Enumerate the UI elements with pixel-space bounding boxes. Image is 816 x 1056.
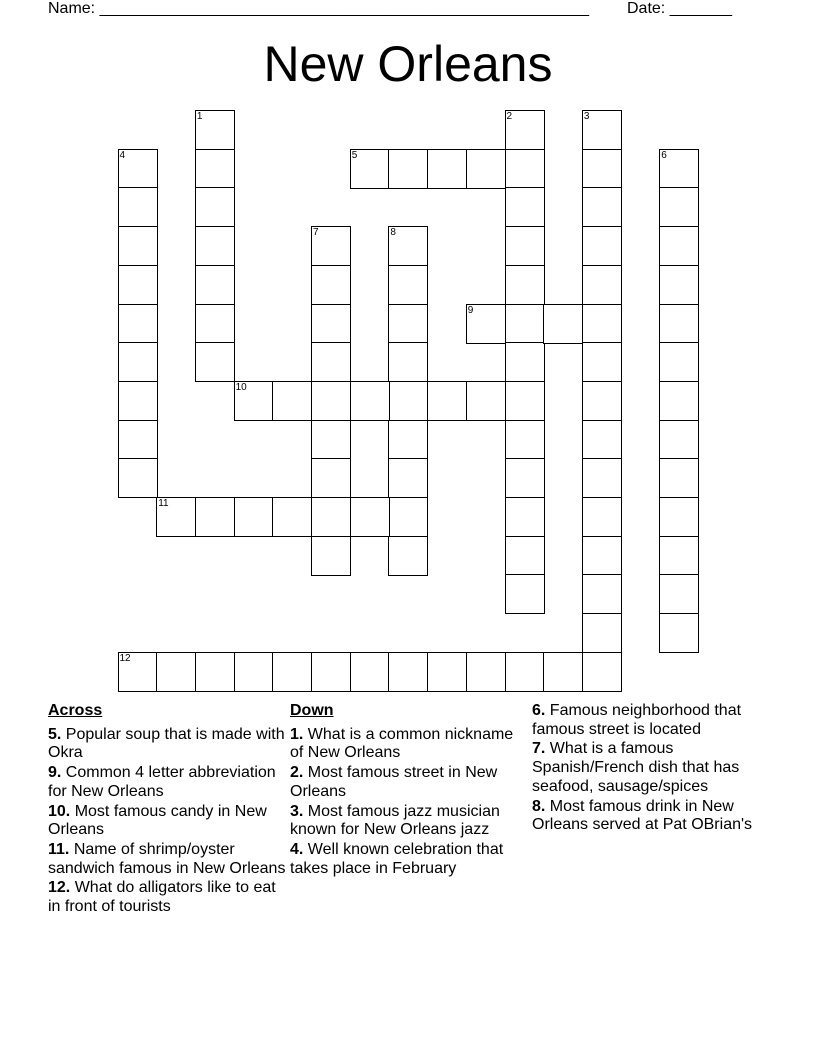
grid-cell[interactable] (195, 652, 235, 692)
clue-number: 1 (196, 111, 203, 122)
grid-cell[interactable] (659, 613, 699, 653)
grid-cell[interactable] (272, 497, 312, 537)
grid-cell[interactable] (543, 304, 583, 344)
down-clues (290, 702, 530, 879)
grid-cell[interactable] (311, 497, 351, 537)
grid-cell[interactable] (466, 304, 506, 344)
across-heading: Across (48, 702, 103, 719)
grid-cell[interactable] (659, 304, 699, 344)
grid-cell[interactable] (582, 187, 622, 227)
clue-down-6: 6. Famous neighborhood that famous street is located (532, 702, 742, 738)
grid-cell[interactable] (118, 265, 158, 305)
grid-cell[interactable] (311, 652, 351, 692)
grid-cell[interactable] (659, 536, 699, 576)
grid-cell[interactable] (118, 420, 158, 460)
grid-cell[interactable] (582, 110, 622, 150)
grid-cell[interactable] (195, 342, 235, 382)
grid-cell[interactable] (659, 574, 699, 614)
grid-cell[interactable] (466, 652, 506, 692)
grid-cell[interactable] (505, 110, 545, 150)
grid-cell[interactable] (582, 613, 622, 653)
grid-cell[interactable] (505, 458, 545, 498)
grid-cell[interactable] (195, 110, 235, 150)
grid-cell[interactable] (118, 342, 158, 382)
grid-cell[interactable] (388, 304, 428, 344)
grid-cell[interactable] (659, 265, 699, 305)
grid-cell[interactable] (427, 652, 467, 692)
grid-cell[interactable] (388, 536, 428, 576)
grid-cell[interactable] (543, 652, 583, 692)
grid-cell[interactable] (582, 226, 622, 266)
clue-number: 5 (351, 149, 358, 161)
grid-cell[interactable] (156, 652, 196, 692)
clue-number: 8 (390, 227, 396, 239)
grid-cell[interactable] (272, 652, 312, 692)
grid-cell[interactable] (234, 497, 274, 537)
date-field[interactable]: Date: _______ (627, 0, 732, 17)
grid-cell[interactable] (659, 381, 699, 421)
clue-number: 3 (583, 111, 590, 122)
grid-cell[interactable] (659, 458, 699, 498)
grid-cell[interactable] (582, 574, 622, 614)
grid-cell[interactable] (118, 304, 158, 344)
clue-across-12: 12. What do alligators like to eat in front of tourists (48, 879, 276, 916)
grid-cell[interactable] (388, 497, 428, 537)
grid-cell[interactable] (350, 652, 390, 692)
grid-cell[interactable] (388, 652, 428, 692)
grid-cell[interactable] (466, 149, 506, 189)
grid-cell[interactable] (659, 420, 699, 460)
grid-cell[interactable] (582, 652, 622, 692)
grid-cell[interactable] (118, 458, 158, 498)
grid-cell[interactable] (311, 420, 351, 460)
grid-cell[interactable] (272, 381, 312, 421)
grid-cell[interactable] (427, 381, 467, 421)
grid-cell[interactable] (505, 149, 545, 189)
grid-cell[interactable] (582, 420, 622, 460)
grid-cell[interactable] (659, 342, 699, 382)
clue-number: 7 (313, 227, 319, 239)
grid-cell[interactable] (505, 420, 545, 460)
grid-cell[interactable] (350, 497, 390, 537)
clue-across-10: 10. Most famous candy in New Orleans (48, 802, 267, 839)
grid-cell[interactable] (659, 187, 699, 227)
clue-down-4: 4. Well known celebration that takes place in February (290, 840, 504, 877)
grid-cell[interactable] (582, 458, 622, 498)
grid-cell[interactable] (582, 497, 622, 537)
clue-down-2: 2. Most famous street in New Orleans (290, 764, 498, 800)
down-heading: Down (290, 702, 334, 719)
grid-cell[interactable] (156, 497, 196, 537)
grid-cell[interactable] (311, 458, 351, 498)
grid-cell[interactable] (582, 265, 622, 305)
grid-cell[interactable] (350, 381, 390, 421)
grid-cell[interactable] (505, 574, 545, 614)
clue-number: 9 (467, 304, 474, 316)
grid-cell[interactable] (311, 265, 351, 305)
grid-cell[interactable] (466, 381, 506, 421)
clue-number: 11 (158, 498, 169, 509)
clue-down-3: 3. Most famous jazz musician known for New Orleans jazz (290, 802, 500, 839)
grid-cell[interactable] (311, 304, 351, 344)
grid-cell[interactable] (195, 304, 235, 344)
grid-cell[interactable] (311, 342, 351, 382)
grid-cell[interactable] (311, 381, 351, 421)
grid-cell[interactable] (505, 342, 545, 382)
grid-cell[interactable] (582, 149, 622, 189)
grid-cell[interactable] (311, 226, 351, 266)
grid-cell[interactable] (505, 536, 545, 576)
grid-cell[interactable] (350, 149, 390, 189)
clue-across-9: 9. Common 4 letter abbreviation for New Orleans (48, 764, 276, 800)
clue-number: 6 (661, 149, 667, 161)
grid-cell[interactable] (118, 149, 158, 189)
name-field[interactable]: Name: _______________________________________________________ (48, 0, 589, 17)
grid-cell[interactable] (582, 381, 622, 421)
grid-cell[interactable] (505, 652, 545, 692)
clue-number: 4 (119, 149, 126, 161)
clue-across-5: 5. Popular soup that is made with Okra (48, 725, 285, 762)
grid-cell[interactable] (505, 381, 545, 421)
grid-cell[interactable] (311, 536, 351, 576)
grid-cell[interactable] (118, 187, 158, 227)
grid-cell[interactable] (505, 497, 545, 537)
clue-across-11: 11. Name of shrimp/oyster sandwich famous in New Orleans (48, 840, 286, 877)
grid-cell[interactable] (118, 652, 158, 692)
grid-cell[interactable] (195, 149, 235, 189)
grid-cell[interactable] (505, 187, 545, 227)
clue-number: 12 (119, 652, 131, 664)
grid-cell[interactable] (388, 381, 428, 421)
clue-down-1: 1. What is a common nickname of New Orleans (290, 725, 514, 762)
grid-cell[interactable] (118, 226, 158, 266)
grid-cell[interactable] (659, 497, 699, 537)
clue-down-8: 8. Most famous drink in New Orleans served at Pat OBrian's (532, 797, 753, 834)
grid-cell[interactable] (195, 187, 235, 227)
grid-cell[interactable] (505, 226, 545, 266)
grid-cell[interactable] (388, 342, 428, 382)
clue-number: 2 (506, 111, 513, 122)
page-title: New Orleans (263, 36, 553, 92)
grid-cell[interactable] (195, 226, 235, 266)
grid-cell[interactable] (427, 149, 467, 189)
grid-cell[interactable] (234, 381, 274, 421)
grid-cell[interactable] (659, 226, 699, 266)
grid-cell[interactable] (388, 265, 428, 305)
grid-cell[interactable] (505, 304, 545, 344)
grid-cell[interactable] (388, 420, 428, 460)
grid-cell[interactable] (118, 381, 158, 421)
grid-cell[interactable] (388, 226, 428, 266)
grid-cell[interactable] (582, 304, 622, 344)
grid-cell[interactable] (195, 265, 235, 305)
across-clues (48, 702, 288, 918)
grid-cell[interactable] (234, 652, 274, 692)
grid-cell[interactable] (388, 458, 428, 498)
grid-cell[interactable] (195, 497, 235, 537)
grid-cell[interactable] (582, 342, 622, 382)
grid-cell[interactable] (582, 536, 622, 576)
grid-cell[interactable] (388, 149, 428, 189)
grid-cell[interactable] (659, 149, 699, 189)
grid-cell[interactable] (505, 265, 545, 305)
down-clues-continued (532, 702, 772, 836)
clue-number: 10 (235, 381, 247, 393)
clue-down-7: 7. What is a famous Spanish/French dish that has seafood, sausage/spices (532, 740, 740, 795)
